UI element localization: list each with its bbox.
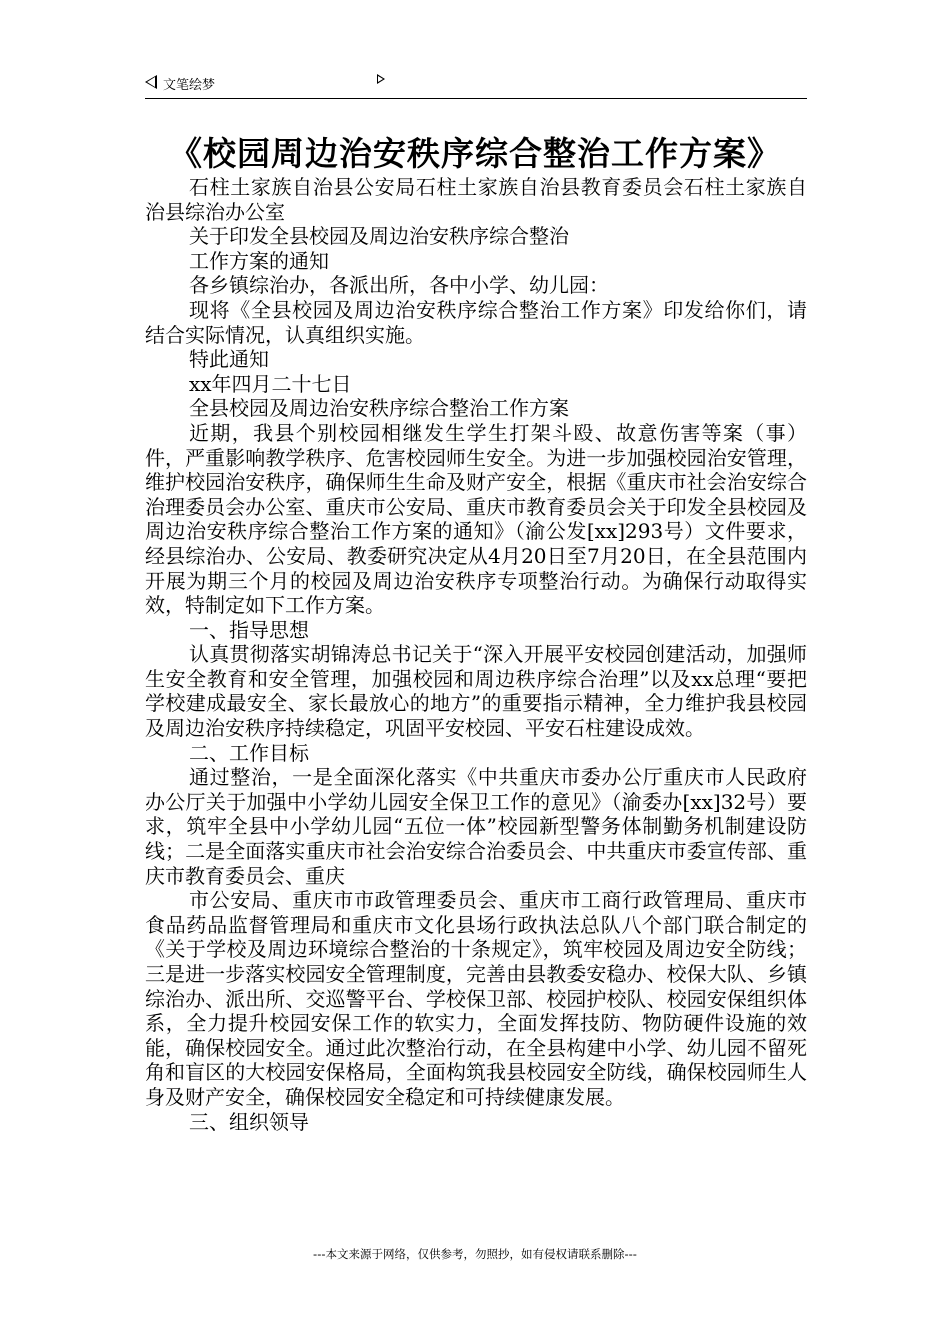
section-heading: 一、指导思想 [189,617,309,642]
paragraph: 市公安局、重庆市市政管理委员会、重庆市工商行政管理局、重庆市食品药品监督管理局和重庆市文化县场行政执法总队八个部门联合制定的《关于学校及周边环境综合整治的十条规定》，筑牢校园及周边安全防线；三是进一步落实校园安全管理制度，完善由县教委安稳办、校保大队、乡镇综治办、派出所、交巡警平台、学校保卫部、校园护校队、校园安保组织体系，全力提升校园安保工作的软实力，全面发挥技防、物防硬件设施的效能，确保校园安全。通过此次整治行动，在全县构建中小学、幼儿园不留死角和盲区的大校园安保格局，全面构筑我县校园安全防线，确保校园师生人身及财产安全，确保校园安全稳定和可持续健康发展。 [145,888,807,1109]
paragraph: 关于印发全县校园及周边治安秩序综合整治 [189,224,569,249]
paragraph: 近期，我县个别校园相继发生学生打架斗殴、故意伤害等案（事）件，严重影响教学秩序、危害校园师生安全。为进一步加强校园治安管理，维护校园治安秩序，确保师生生命及财产安全，根据《重庆市社会治安综合治理委员会办公室、重庆市公安局、重庆市教育委员会关于印发全县校园及周边治安秩序综合整治工作方案的通知》（渝公发[xx]293号）文件要求，经县综治办、公安局、教委研究决定从4月20日至7月20日，在全县范围内开展为期三个月的校园及周边治安秩序专项整治行动。为确保行动取得实效，特制定如下工作方案。 [145,420,807,618]
page-footer: ---本文来源于网络，仅供参考，勿照抄，如有侵权请联系删除--- [313,1247,637,1261]
paragraph: xx年四月二十七日 [189,371,352,396]
paragraph: 石柱土家族自治县公安局石柱土家族自治县教育委员会石柱土家族自治县综治办公室 [145,175,807,224]
paragraph: 通过整治，一是全面深化落实《中共重庆市委办公厅重庆市人民政府办公厅关于加强中小学幼儿园安全保卫工作的意见》（渝委办[xx]32号）要求，筑牢全县中小学幼儿园“五位一体”校园新型警务体制勤务机制建设防线；二是全面落实重庆市社会治安综合治委员会、中共重庆市委宣传部、重庆市教育委员会、重庆 [145,765,807,888]
document-title: 《校园周边治安秩序综合整治工作方案》 [169,134,781,173]
paragraph: 全县校园及周边治安秩序综合整治工作方案 [189,396,569,421]
paragraph: 认真贯彻落实胡锦涛总书记关于“深入开展平安校园创建活动，加强师生安全教育和安全管理，加强校园和周边秩序综合治理”以及xx总理“要把学校建成最安全、家长最放心的地方”的重要指示精神，全力维护我县校园及周边治安秩序持续稳定，巩固平安校园、平安石柱建设成效。 [145,642,807,741]
paragraph: 工作方案的通知 [189,248,329,273]
triangle-left-icon [145,75,157,89]
page-header [145,72,807,99]
paragraph: 现将《全县校园及周边治安秩序综合整治工作方案》印发给你们，请结合实际情况，认真组织实施。 [145,297,807,347]
section-heading: 二、工作目标 [189,740,309,765]
paragraph: 各乡镇综治办，各派出所，各中小学、幼儿园： [189,273,609,298]
brand-label: 文笔绘梦 [163,78,216,93]
section-heading: 三、组织领导 [189,1109,309,1134]
triangle-right-icon [377,74,385,84]
paragraph: 特此通知 [189,347,269,372]
document-body [145,175,807,1134]
